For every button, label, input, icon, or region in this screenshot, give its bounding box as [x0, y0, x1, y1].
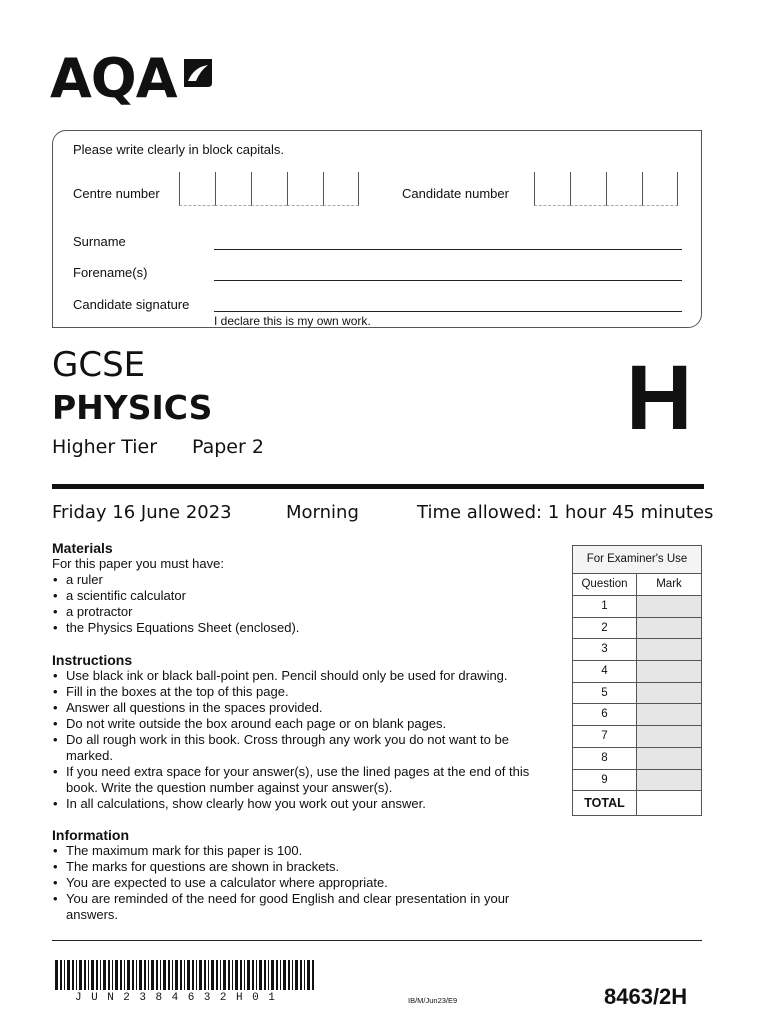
- barcode-bar: [295, 960, 298, 990]
- barcode-bar: [160, 960, 161, 990]
- barcode-bar: [304, 960, 305, 990]
- exam-date: Friday 16 June 2023: [52, 502, 232, 523]
- barcode-bar: [312, 960, 314, 990]
- qualification-title: GCSE: [52, 345, 146, 385]
- signature-label: Candidate signature: [73, 297, 190, 312]
- total-label: TOTAL: [573, 791, 637, 815]
- question-number: 4: [573, 661, 637, 682]
- barcode-bar: [100, 960, 101, 990]
- barcode-bar: [208, 960, 209, 990]
- question-number: 9: [573, 770, 637, 791]
- table-row: [573, 661, 701, 683]
- mark-column-header: Mark: [656, 578, 682, 590]
- centre-number-field[interactable]: [179, 172, 359, 206]
- centre-number-label: Centre number: [73, 186, 160, 201]
- barcode-bar: [139, 960, 142, 990]
- barcode-bar: [264, 960, 266, 990]
- examiner-use-table: [572, 545, 702, 816]
- question-number: 2: [573, 618, 637, 639]
- information-section: [52, 827, 532, 923]
- barcode-bar: [228, 960, 230, 990]
- barcode-bar: [172, 960, 173, 990]
- barcode-bar: [103, 960, 106, 990]
- barcode-bar: [244, 960, 245, 990]
- barcode-bar: [79, 960, 82, 990]
- footer-divider: [52, 940, 702, 941]
- barcode-bar: [223, 960, 226, 990]
- declaration-text: I declare this is my own work.: [214, 314, 371, 328]
- information-heading: Information: [52, 827, 129, 843]
- centre-digit-box[interactable]: [323, 172, 359, 206]
- mark-cell: [637, 596, 701, 617]
- total-row: [573, 791, 701, 815]
- surname-label: Surname: [73, 234, 126, 249]
- candidate-number-label: Candidate number: [402, 186, 509, 201]
- barcode-bar: [124, 960, 125, 990]
- barcode-bar: [307, 960, 310, 990]
- list-item: • Fill in the boxes at the top of this page.: [66, 684, 557, 700]
- question-column-header: Question: [573, 574, 637, 595]
- barcode-bar: [196, 960, 197, 990]
- list-item: • a ruler: [66, 572, 552, 588]
- barcode-bar: [64, 960, 65, 990]
- list-item: • Use black ink or black ball-point pen. Pencil should only be used for drawing.: [66, 668, 557, 684]
- mark-cell: [637, 704, 701, 725]
- barcode-bar: [115, 960, 118, 990]
- barcode-bar: [144, 960, 146, 990]
- list-item: • In all calculations, show clearly how you work out your answer.: [66, 796, 557, 812]
- table-row: [573, 618, 701, 640]
- candidate-digit-box[interactable]: [606, 172, 642, 206]
- list-item: • Answer all questions in the spaces provided.: [66, 700, 557, 716]
- list-item: • The marks for questions are shown in brackets.: [66, 859, 532, 875]
- barcode-bar: [180, 960, 182, 990]
- barcode-icon: [55, 960, 317, 990]
- list-item: • Do all rough work in this book. Cross through any work you do not want to be marked.: [66, 732, 546, 764]
- table-row: [573, 748, 701, 770]
- mark-cell: [637, 683, 701, 704]
- barcode-bar: [151, 960, 154, 990]
- barcode-bar: [259, 960, 262, 990]
- question-number: 1: [573, 596, 637, 617]
- barcode-bar: [91, 960, 94, 990]
- barcode-bar: [271, 960, 274, 990]
- materials-section: [52, 540, 552, 636]
- list-item: • a protractor: [66, 604, 552, 620]
- barcode-bar: [268, 960, 269, 990]
- barcode-bar: [280, 960, 281, 990]
- examiner-table-title: For Examiner's Use: [573, 546, 701, 574]
- subject-title: PHYSICS: [52, 388, 213, 427]
- barcode-bar: [232, 960, 233, 990]
- table-row: [573, 704, 701, 726]
- centre-digit-box[interactable]: [287, 172, 323, 206]
- mark-cell: [637, 661, 701, 682]
- barcode-bar: [192, 960, 194, 990]
- centre-digit-box[interactable]: [215, 172, 251, 206]
- paper-code: 8463/2H: [604, 984, 688, 1009]
- candidate-number-field[interactable]: [534, 172, 678, 206]
- paper-label: Paper 2: [192, 436, 264, 458]
- mark-cell: [637, 639, 701, 660]
- barcode-bar: [163, 960, 166, 990]
- barcode-bar: [156, 960, 158, 990]
- mark-cell: [637, 770, 701, 791]
- instructions-heading: Instructions: [52, 652, 133, 668]
- candidate-digit-box[interactable]: [570, 172, 606, 206]
- barcode-bar: [127, 960, 130, 990]
- question-number: 8: [573, 748, 637, 769]
- barcode-bar: [88, 960, 89, 990]
- question-number: 6: [573, 704, 637, 725]
- barcode-bar: [276, 960, 278, 990]
- total-cell: [637, 791, 701, 815]
- forename-label: Forename(s): [73, 265, 148, 280]
- barcode-bar: [132, 960, 134, 990]
- table-row: [573, 683, 701, 705]
- barcode-bar: [220, 960, 221, 990]
- table-row: [573, 770, 701, 792]
- barcode-bar: [247, 960, 250, 990]
- barcode-bar: [240, 960, 242, 990]
- table-row: [573, 639, 701, 661]
- question-number: 7: [573, 726, 637, 747]
- table-row: [573, 726, 701, 748]
- materials-heading: Materials: [52, 540, 113, 556]
- barcode-bar: [204, 960, 206, 990]
- barcode-bar: [300, 960, 302, 990]
- list-item: • You are reminded of the need for good English and clear presentation in your answers.: [66, 891, 532, 923]
- signature-field[interactable]: [214, 311, 682, 312]
- instructions-section: [52, 652, 557, 812]
- barcode-bar: [211, 960, 214, 990]
- barcode-bar: [60, 960, 62, 990]
- barcode-bar: [120, 960, 122, 990]
- barcode-bar: [55, 960, 58, 990]
- block-capitals-instruction: Please write clearly in block capitals.: [73, 142, 284, 157]
- mark-cell: [637, 618, 701, 639]
- mark-cell: [637, 726, 701, 747]
- barcode-bar: [67, 960, 70, 990]
- tier-label: Higher Tier: [52, 436, 158, 458]
- barcode-bar: [112, 960, 113, 990]
- list-item: • a scientific calculator: [66, 588, 552, 604]
- barcode-bar: [175, 960, 178, 990]
- barcode-bar: [216, 960, 218, 990]
- barcode-bar: [235, 960, 238, 990]
- forename-field[interactable]: [214, 280, 682, 281]
- tier-letter: H: [626, 347, 693, 449]
- barcode-bar: [283, 960, 286, 990]
- aqa-logo: AQA: [50, 47, 177, 110]
- materials-intro: For this paper you must have:: [52, 556, 224, 571]
- barcode-bar: [96, 960, 98, 990]
- barcode-bar: [72, 960, 74, 990]
- barcode-bar: [187, 960, 190, 990]
- list-item: • the Physics Equations Sheet (enclosed).: [66, 620, 552, 636]
- centre-digit-box[interactable]: [251, 172, 287, 206]
- barcode-bar: [84, 960, 86, 990]
- time-allowed: Time allowed: 1 hour 45 minutes: [417, 502, 714, 523]
- barcode-bar: [252, 960, 254, 990]
- barcode-bar: [108, 960, 110, 990]
- barcode-bar: [168, 960, 170, 990]
- list-item: • Do not write outside the box around each page or on blank pages.: [66, 716, 557, 732]
- barcode-bar: [136, 960, 137, 990]
- table-row: [573, 596, 701, 618]
- examiner-table-header: [573, 574, 701, 596]
- barcode-bar: [292, 960, 293, 990]
- aqa-logo-mark-icon: [180, 55, 216, 91]
- barcode-bar: [256, 960, 257, 990]
- list-item: • The maximum mark for this paper is 100.: [66, 843, 532, 859]
- question-number: 5: [573, 683, 637, 704]
- barcode-bar: [148, 960, 149, 990]
- heavy-divider: [52, 484, 704, 489]
- barcode-bar: [199, 960, 202, 990]
- paper-reference: IB/M/Jun23/E9: [408, 996, 458, 1005]
- candidate-digit-box[interactable]: [534, 172, 570, 206]
- barcode-text: JUN2384632H01: [75, 992, 285, 1004]
- question-number: 3: [573, 639, 637, 660]
- centre-digit-box[interactable]: [179, 172, 215, 206]
- barcode-bar: [288, 960, 290, 990]
- barcode-bar: [184, 960, 185, 990]
- surname-field[interactable]: [214, 249, 682, 250]
- exam-session: Morning: [286, 502, 359, 523]
- list-item: • If you need extra space for your answer(s), use the lined pages at the end of this book. Write the question number against your answer(s).: [66, 764, 551, 796]
- barcode-bar: [76, 960, 77, 990]
- candidate-digit-box[interactable]: [642, 172, 678, 206]
- list-item: • You are expected to use a calculator where appropriate.: [66, 875, 532, 891]
- mark-cell: [637, 748, 701, 769]
